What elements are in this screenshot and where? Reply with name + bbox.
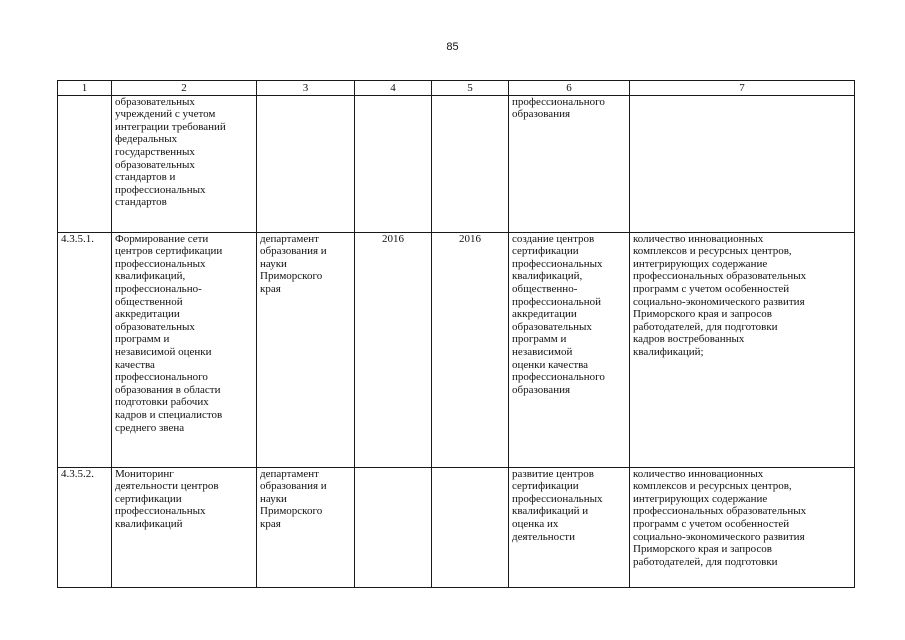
cell-text-line: профессионального	[115, 371, 208, 384]
cell-text-line: создание центров	[512, 232, 595, 245]
executor-cell	[257, 95, 355, 232]
expected-result-cell	[509, 95, 630, 232]
cell-text-line: деятельности	[512, 530, 575, 543]
cell-text-line: аккредитации	[512, 308, 577, 321]
cell-text-line: учреждений с учетом	[115, 108, 216, 121]
cell-text-line: профессионального	[512, 371, 605, 384]
cell-text-line: сертификации	[512, 245, 579, 258]
end-year-cell	[432, 467, 509, 587]
cell-text-line: Мониторинг	[115, 467, 174, 480]
cell-text-line: сертификации	[512, 480, 579, 493]
cell-text-line: программ и	[512, 333, 567, 346]
cell-text-line: качества	[115, 358, 155, 371]
cell-text-line: подготовки рабочих	[115, 396, 209, 409]
cell-text-line: кадров и специалистов	[115, 408, 223, 421]
cell-text-line: интегрирующих содержание	[633, 257, 768, 270]
table-row	[58, 95, 855, 232]
cell-text-line: 4.3.5.1.	[61, 232, 94, 245]
page-number: 85	[446, 41, 459, 53]
cell-text-line: развитие центров	[512, 467, 594, 480]
cell-text-line: кадров востребованных	[633, 333, 745, 346]
cell-text-line: комплексов и ресурсных центров,	[633, 480, 792, 493]
item-number-cell	[58, 467, 112, 587]
cell-text-line: квалификаций	[115, 517, 183, 530]
cell-text-line: федеральных	[115, 133, 178, 146]
cell-text-line: Приморского	[260, 505, 323, 518]
cell-text-line: профессиональных	[115, 183, 206, 196]
cell-text-line: образования	[512, 383, 571, 396]
expected-result-cell	[509, 467, 630, 587]
cell-text-line: профессиональных образовательных	[633, 270, 807, 283]
cell-text-line: Приморского края и запросов	[633, 543, 772, 556]
cell-text-line: профессиональных	[512, 492, 603, 505]
cell-text-line: социально-экономического развития	[633, 295, 805, 308]
cell-text-line: Формирование сети	[115, 232, 209, 245]
cell-text-line: квалификаций,	[115, 270, 186, 283]
end-year-cell: 2016	[432, 232, 509, 467]
cell-text-line: программ с учетом особенностей	[633, 517, 790, 530]
cell-text-line: науки	[260, 257, 287, 270]
header-cell: 5	[432, 81, 509, 96]
cell-text-line: Приморского края и запросов	[633, 308, 772, 321]
cell-text-line: комплексов и ресурсных центров,	[633, 245, 792, 258]
cell-text-line: количество инновационных	[633, 467, 764, 480]
cell-text-line: квалификаций;	[633, 345, 704, 358]
indicator-cell	[630, 232, 855, 467]
cell-text-line: науки	[260, 492, 287, 505]
cell-text-line: независимой	[512, 345, 573, 358]
cell-text-line: образования в области	[115, 383, 221, 396]
executor-cell	[257, 467, 355, 587]
cell-text-line: профессиональных	[512, 257, 603, 270]
activity-name-cell	[112, 467, 257, 587]
item-number-cell	[58, 232, 112, 467]
cell-text-line: края	[260, 282, 281, 295]
cell-text-line: социально-экономического развития	[633, 530, 805, 543]
indicator-cell	[630, 467, 855, 587]
cell-text-line: образовательных	[115, 320, 195, 333]
cell-text-line: общественной	[115, 295, 183, 308]
table-row	[58, 467, 855, 587]
cell-text-line: общественно-	[512, 282, 578, 295]
header-cell: 6	[509, 81, 630, 96]
cell-text-line: интегрирующих содержание	[633, 492, 768, 505]
start-year-cell	[355, 95, 432, 232]
header-cell: 2	[112, 81, 257, 96]
cell-text-line: количество инновационных	[633, 232, 764, 245]
cell-text-line: независимой оценки	[115, 345, 212, 358]
cell-text-line: образовательных	[512, 320, 592, 333]
start-year-cell: 2016	[355, 232, 432, 467]
expected-result-cell	[509, 232, 630, 467]
cell-text-line: оценки качества	[512, 358, 589, 371]
cell-text-line: программ с учетом особенностей	[633, 282, 790, 295]
cell-text-line: профессионально-	[115, 282, 202, 295]
cell-text-line: образовательных	[115, 158, 195, 171]
cell-text-line: профессионального	[512, 95, 605, 108]
cell-text-line: департамент	[260, 467, 319, 480]
cell-text-line: образовательных	[115, 95, 195, 108]
cell-text-line: оценка их	[512, 517, 559, 530]
item-number-cell	[58, 95, 112, 232]
cell-text-line: департамент	[260, 232, 319, 245]
cell-text-line: деятельности центров	[115, 480, 219, 493]
cell-text-line: аккредитации	[115, 308, 180, 321]
cell-text-line: образования	[512, 108, 571, 121]
cell-text-line: квалификаций,	[512, 270, 583, 283]
activities-table	[57, 80, 855, 588]
header-cell: 7	[630, 81, 855, 96]
cell-text-line: профессиональных	[115, 505, 206, 518]
cell-text-line: программ и	[115, 333, 170, 346]
cell-text-line: работодателей, для подготовки	[633, 320, 778, 333]
cell-text-line: края	[260, 517, 281, 530]
header-cell: 3	[257, 81, 355, 96]
executor-cell	[257, 232, 355, 467]
cell-text-line: квалификаций и	[512, 505, 589, 518]
cell-text-line: государственных	[115, 145, 195, 158]
cell-text-line: образования и	[260, 245, 327, 258]
cell-text-line: центров сертификации	[115, 245, 223, 258]
cell-text-line: среднего звена	[115, 421, 185, 434]
activity-name-cell	[112, 232, 257, 467]
cell-text-line: Приморского	[260, 270, 323, 283]
start-year-cell	[355, 467, 432, 587]
header-cell: 1	[58, 81, 112, 96]
cell-text-line: 4.3.5.2.	[61, 467, 94, 480]
cell-text-line: сертификации	[115, 492, 182, 505]
table-header-row	[58, 81, 855, 96]
end-year-cell	[432, 95, 509, 232]
cell-text-line: образования и	[260, 480, 327, 493]
header-cell: 4	[355, 81, 432, 96]
table-row	[58, 232, 855, 467]
cell-text-line: профессиональной	[512, 295, 601, 308]
indicator-cell	[630, 95, 855, 232]
cell-text-line: профессиональных образовательных	[633, 505, 807, 518]
activity-name-cell	[112, 95, 257, 232]
cell-text-line: стандартов	[115, 196, 167, 209]
cell-text-line: профессиональных	[115, 257, 206, 270]
cell-text-line: интеграции требований	[115, 120, 226, 133]
cell-text-line: стандартов и	[115, 171, 176, 184]
cell-text-line: работодателей, для подготовки	[633, 555, 778, 568]
